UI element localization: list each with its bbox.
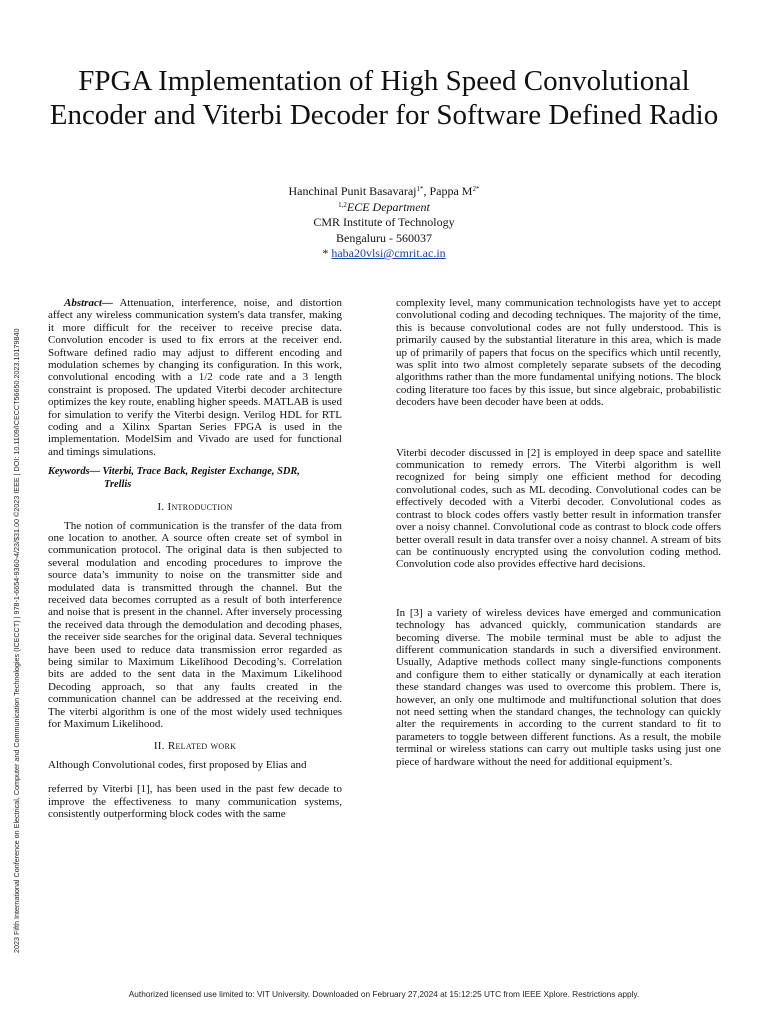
abstract-lead: Abstract—: [64, 297, 113, 309]
author-block: [0, 184, 768, 262]
left-column: [48, 297, 342, 820]
affiliation-superscript: 1,2: [338, 200, 347, 209]
related-work-paragraph-1: Although Convolutional codes, first proposed by Elias and: [48, 758, 307, 771]
right-column: [396, 297, 721, 768]
email-prefix: *: [322, 246, 332, 260]
keywords-line-1: Keywords— Viterbi, Trace Back, Register Exchange, SDR,: [48, 466, 300, 478]
right-paragraph-3: In [3] a variety of wireless devices have emerged and communication technology has advanced quickly, communication standards are becoming diverse. The mobile terminal must be able to adjust the different communication standards in such a diversified environment. Usually, Adaptive methods collect many single-functions components and configure them to either statically or dynamically at each iteration these standard changes was used to overcome this problem. There is, however, an only one multimode and multifunctional solution that does not need setting when the standard changes, the technology can quickly alter the requirements in according to the current standard to fit to parameters to toggle between different functions. As a result, the mobile terminal or wireless stations can carry out multiple tasks using just one piece of hardware without the need for additional equipment’s.: [396, 606, 721, 768]
keywords: [48, 466, 342, 491]
city: Bengaluru - 560037: [336, 230, 432, 245]
email-line: [0, 246, 768, 262]
related-work-heading: II. Related work: [153, 740, 237, 753]
side-banner-text: 2023 Fifth International Conference on Electrical, Computer and Communication Technologies (ICECCT) | 978-1-6654-9360-4/23/$31.00 ©2023 IEEE | DOI: 10.1109/ICECCT56650.2023.10179840: [12, 328, 21, 953]
right-paragraph-1: complexity level, many communication technologists have yet to accept convolutional coding and decoding techniques. The majority of the time, this is because convolutional codes are not fully understood. This is primarily caused by the substantial literature in this area, which is made up of primarily of papers that focus on the specifics which until recently, was split into two almost completely separate subsets of the decoding algorithms rather than the more fundamental unifying notions. The block coding literature too faces by this issue, but since algebraic, probabilistic decoders have been decoder have been at odds.: [396, 297, 721, 409]
introduction-heading: I. Introduction: [157, 501, 233, 514]
abstract-text: Attenuation, interference, noise, and distortion affect any wireless communication system's data transfer, making it more difficult for the receiver to receive precise data. Convolution encoder is used to fix errors at the receiver end. Software defined radio may adjust to different encoding and modulation schemes by changing its configuration. In this work, convolutional encoding with a 1/2 code rate and a 3 length constraint is proposed. The updated Viterbi decoder architecture optimizes the key route, enabling higher speeds. MATLAB is used for simulation to verify the Viterbi design. Verilog HDL for RTL coding and a Xilinx Spartan Series FPGA is used in the implementation. ModelSim and Vivado are used for functional and timings simulations.: [48, 297, 342, 458]
conference-side-banner: [10, 188, 24, 953]
email-link[interactable]: haba20vlsi@cmrit.ac.in: [331, 246, 446, 260]
introduction-paragraph: The notion of communication is the transfer of the data from one location to another. A source often create set of symbol in communication protocol. The original data is then subjected to several modulation and encoding procedures to improve the source data’s immunity to noise on the transmitter side and modulated data is transmitted through the channel. But the received data becomes corrupted as a result of both interference and noise that is present in the channel. After inversely processing the received data through the demodulation and decoding phases, the receiver side searches for the original data. Several techniques have been used to reduce data transmission error regarded as being similar to Maximum Likelihood Decoding’s. Correlation bits are added to the sent data in the Maximum Likelihood Decoding approach, so that any faults created in the communication channel can be addressed at the receiving end. The viterbi algorithm is one of the most widely used techniques for Maximum Likelihood.: [48, 519, 342, 730]
license-footer: Authorized licensed use limited to: VIT University. Downloaded on February 27,2024 at 15:12:25 UTC from IEEE Xplore. Restrictions apply.: [128, 989, 640, 999]
related-work-paragraph-2: referred by Viterbi [1], has been used in the past few decade to improve the effectiveness to many communication systems, consistently outperforming block codes with the same: [48, 783, 342, 821]
author-2: Pappa M: [429, 184, 473, 198]
abstract: [48, 297, 342, 458]
author-1-superscript: 1*: [416, 185, 424, 193]
author-2-superscript: 2*: [472, 185, 480, 193]
keywords-line-2: Trellis: [104, 478, 132, 490]
department-line: [0, 200, 768, 216]
author-separator: ,: [423, 184, 430, 198]
author-names: [0, 184, 768, 200]
institute: CMR Institute of Technology: [313, 215, 455, 229]
right-paragraph-2: Viterbi decoder discussed in [2] is employed in deep space and satellite communication to remedy errors. The Viterbi algorithm is well recognized for being simply one efficient method for decoding convolutional codes, such as ML decoding. Convolutional codes can be effectively decoded with a Viterbi decoder. Convolutional codes as contrast to block codes offers vastly better result in information transfer over a noisy channel. Convolutional code as contrast to block code offers better overall result in data transfer over a noisy channel. A stream of bits can be continuously encrypted using the convolution coding method. Convolution code also provides effective hard decisions.: [396, 446, 721, 571]
paper-title: FPGA Implementation of High Speed Convolutional Encoder and Viterbi Decoder for Software Defined Radio: [49, 65, 719, 131]
author-1: Hanchinal Punit Basavaraj: [288, 184, 417, 198]
department: ECE Department: [346, 199, 430, 214]
